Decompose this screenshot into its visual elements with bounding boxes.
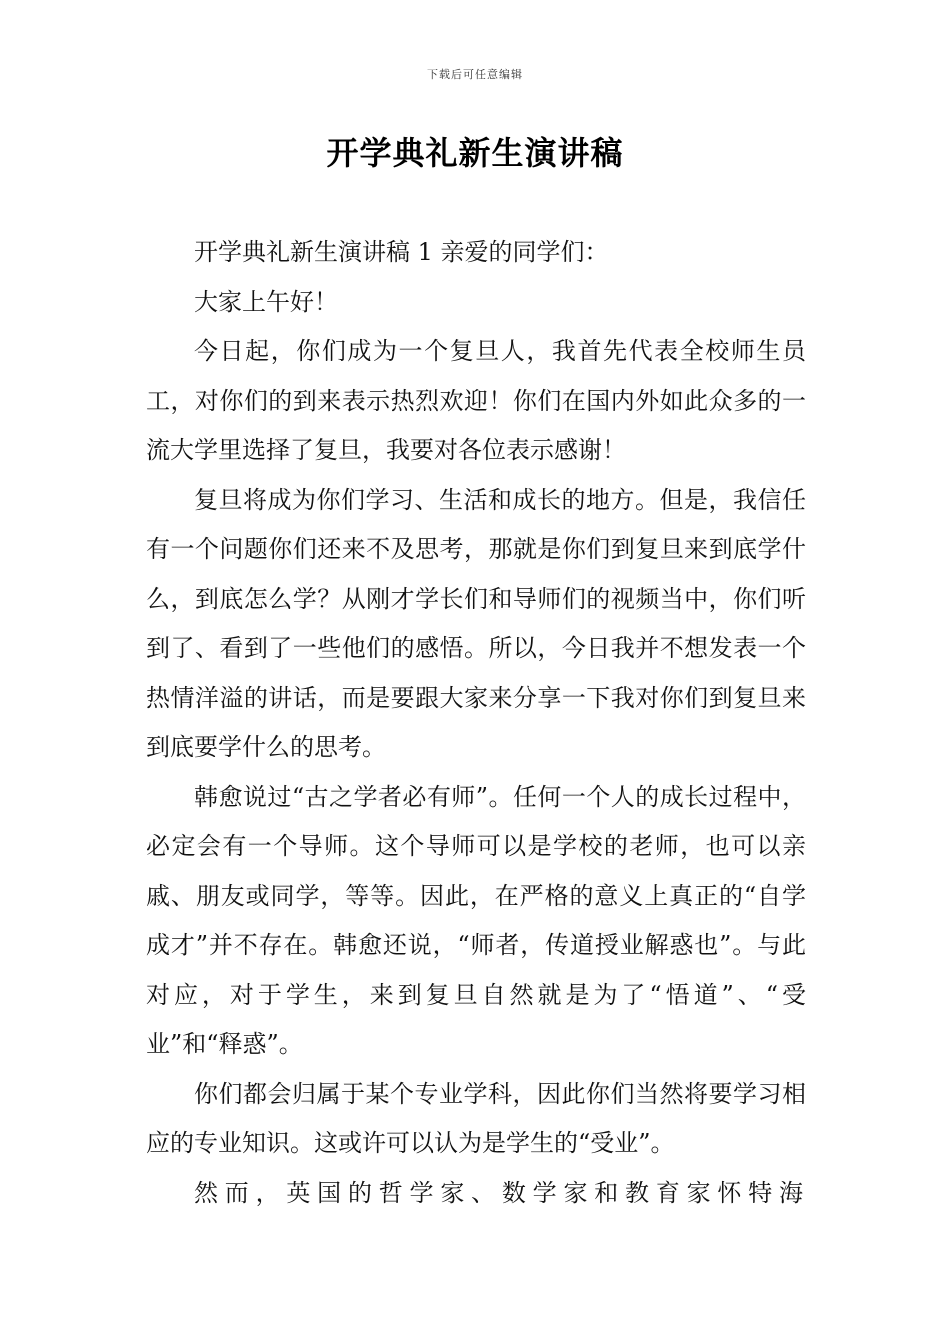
paragraph-whitehead: 然而，英国的哲学家、数学家和教育家怀特海 xyxy=(194,1178,806,1207)
document-title: 开学典礼新生演讲稿 xyxy=(326,134,624,172)
header-note: 下载后可任意编辑 xyxy=(427,68,523,81)
paragraph-welcome: 今日起，你们成为一个复旦人，我首先代表全校师生员工，对你们的到来表示热烈欢迎！你们在国内外如此众多的一流大学里选择了复旦，我要对各位表示感谢！ xyxy=(146,337,806,464)
document-body xyxy=(146,228,806,1218)
paragraph-greeting: 开学典礼新生演讲稿 1 亲爱的同学们： xyxy=(194,238,609,266)
paragraph-good-morning: 大家上午好！ xyxy=(194,287,338,316)
paragraph-major: 你们都会归属于某个专业学科，因此你们当然将要学习相应的专业知识。这或许可以认为是学生的“受业”。 xyxy=(146,1079,806,1157)
paragraph-han-yu: 韩愈说过“古之学者必有师”。任何一个人的成长过程中，必定会有一个导师。这个导师可以是学校的老师，也可以亲戚、朋友或同学，等等。因此，在严格的意义上真正的“自学成才”并不存在。韩愈还说，“师者，传道授业解惑也”。与此对应，对于学生，来到复旦自然就是为了“悟道”、“受业”和“释惑”。 xyxy=(146,782,806,1058)
paragraph-what-to-learn: 复旦将成为你们学习、生活和成长的地方。但是，我信任有一个问题你们还来不及思考，那就是你们到复旦来到底学什么，到底怎么学？从刚才学长们和导师们的视频当中，你们听到了、看到了一些他们的感悟。所以，今日我并不想发表一个热情洋溢的讲话，而是要跟大家来分享一下我对你们到复旦来到底要学什么的思考。 xyxy=(146,485,806,761)
